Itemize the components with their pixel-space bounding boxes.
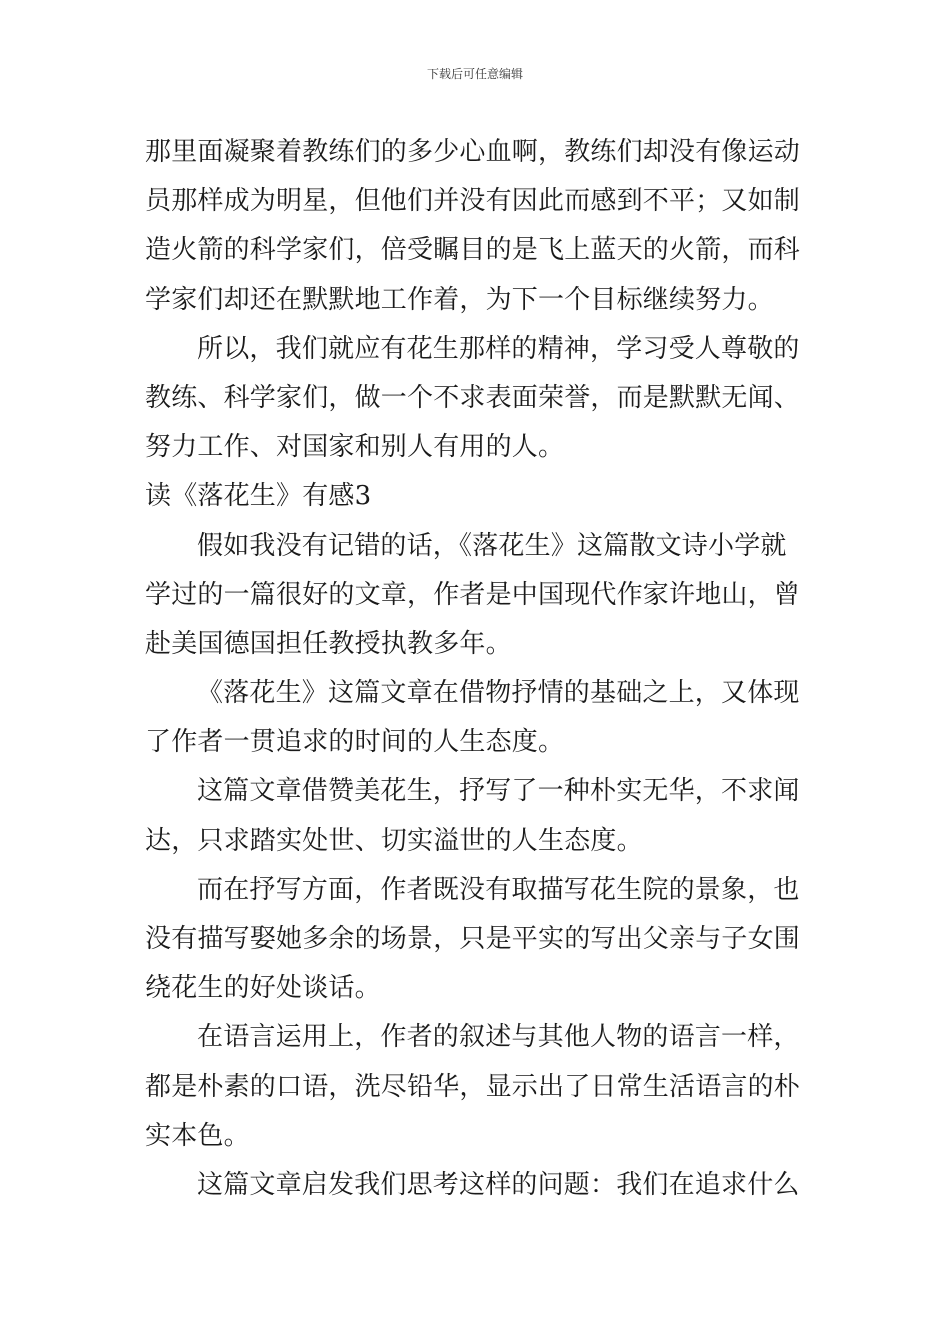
- text-line: 造火箭的科学家们，倍受瞩目的是飞上蓝天的火箭，而科: [145, 235, 801, 266]
- page-header: 下载后可任意编辑: [426, 67, 523, 81]
- text-line: 这篇文章借赞美花生，抒写了一种朴实无华，不求闻: [197, 776, 800, 807]
- text-line: 了作者一贯追求的时间的人生态度。: [145, 727, 565, 758]
- text-line: 《落花生》这篇文章在借物抒情的基础之上，又体现: [197, 678, 800, 709]
- text-line: 而在抒写方面，作者既没有取描写花生院的景象，也: [197, 874, 800, 905]
- text-line: 那里面凝聚着教练们的多少心血啊，教练们却没有像运动: [145, 137, 801, 167]
- text-line: 努力工作、对国家和别人有用的人。: [145, 432, 565, 463]
- text-line: 学家们却还在默默地工作着，为下一个目标继续努力。: [145, 284, 774, 315]
- text-line: 教练、科学家们，做一个不求表面荣誉，而是默默无闻、: [145, 382, 801, 413]
- text-line: 达，只求踏实处世、切实溢世的人生态度。: [145, 825, 643, 856]
- text-line: 在语言运用上，作者的叙述与其他人物的语言一样，: [197, 1022, 800, 1053]
- text-line: 这篇文章启发我们思考这样的问题：我们在追求什么: [197, 1169, 800, 1200]
- document-body: [145, 128, 807, 1210]
- text-line: 员那样成为明星，但他们并没有因此而感到不平；又如制: [145, 186, 801, 217]
- text-line: 都是朴素的口语，洗尽铅华，显示出了日常生活语言的朴: [145, 1071, 801, 1102]
- text-line: 实本色。: [145, 1120, 250, 1151]
- text-line: 赴美国德国担任教授执教多年。: [145, 628, 512, 659]
- section-heading: 读《落花生》有感3: [145, 481, 372, 512]
- text-line: 绕花生的好处谈话。: [145, 973, 381, 1004]
- text-line: 学过的一篇很好的文章，作者是中国现代作家许地山，曾: [145, 579, 801, 610]
- text-line: 假如我没有记错的话，《落花生》这篇散文诗小学就: [197, 530, 787, 561]
- text-line: 没有描写娶她多余的场景，只是平实的写出父亲与子女围: [145, 924, 801, 954]
- text-line: 所以，我们就应有花生那样的精神，学习受人尊敬的: [197, 333, 800, 364]
